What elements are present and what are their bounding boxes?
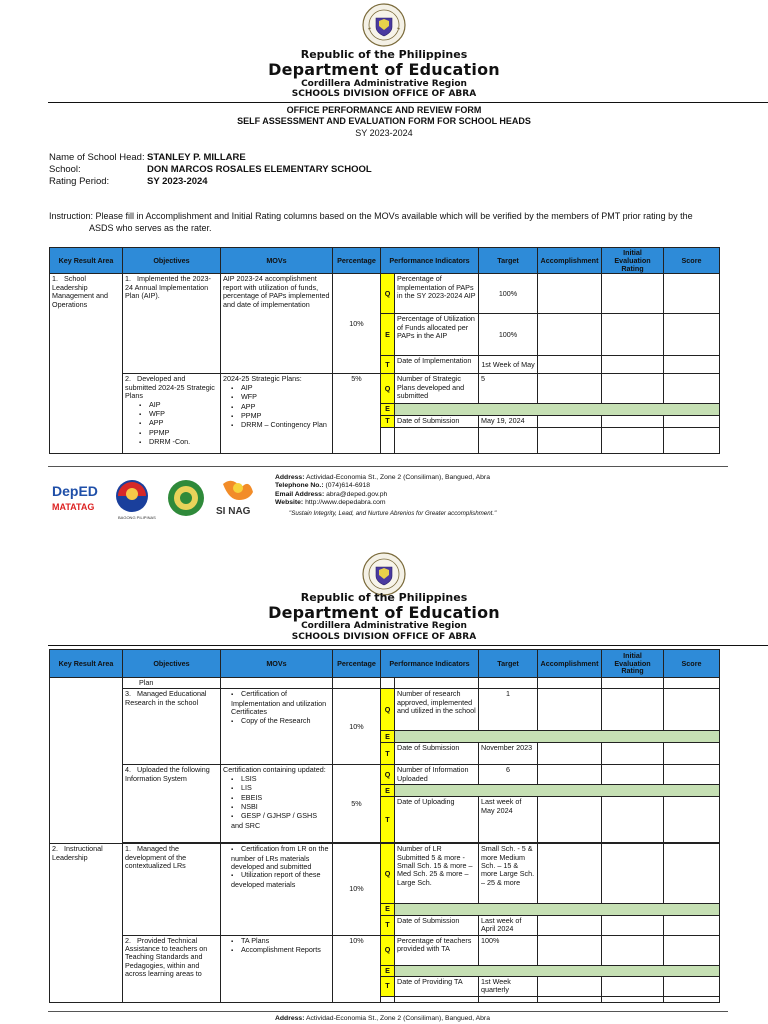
department-heading: Department of Education — [268, 603, 500, 622]
table-row — [50, 274, 720, 314]
kra-text: Instructional Leadership — [52, 844, 103, 862]
evaluation-table-page-2 — [49, 649, 720, 1003]
col-header-accomplishment: Accomplishment — [538, 248, 602, 274]
indicator-cell: Date of Submission — [395, 415, 479, 427]
division-heading: SCHOOLS DIVISION OFFICE OF ABRA — [291, 89, 477, 99]
target-cell: 1st Week quarterly — [479, 977, 538, 997]
percentage-cell: 5% — [333, 765, 381, 843]
initial-rating-input[interactable] — [602, 415, 664, 427]
score-input[interactable] — [664, 374, 720, 404]
quality-marker: Q — [381, 935, 395, 965]
kra-text: School Leadership Management and Operations — [52, 274, 108, 309]
school-label: School: — [49, 164, 81, 175]
mov-cell: AIP 2023-24 accomplishment report with utilization of funds, percentage of PAPs implemented and date of implementation — [221, 274, 333, 374]
indicator-cell: Percentage of teachers provided with TA — [395, 935, 479, 965]
efficiency-marker: E — [381, 404, 395, 415]
col-header-kra: Key Result Area — [50, 248, 123, 274]
score-input[interactable] — [664, 314, 720, 356]
mov-cell: ▪ Certification from LR on the number of LRs materials developed and submitted ▪ Utilization report of these developed materials — [221, 844, 333, 935]
table-row — [50, 678, 720, 689]
instruction-text — [49, 210, 729, 234]
footer-address: Actividad-Economia St., Zone 2 (Consiliman), Bangued, Abra — [305, 474, 490, 481]
deped-logo-text: DepED — [52, 483, 98, 499]
score-input[interactable] — [664, 765, 720, 785]
score-input[interactable] — [664, 415, 720, 427]
objective-cell: 1. Managed the development of the contextualized LRs — [123, 844, 221, 935]
accomplishment-input[interactable] — [538, 977, 602, 997]
kra-cell-1: 1. School Leadership Management and Operations — [50, 274, 123, 453]
carry-over-cell: Plan — [123, 678, 221, 689]
quality-marker: Q — [381, 374, 395, 404]
col-header-score: Score — [664, 650, 720, 678]
target-cell: 1 — [479, 689, 538, 731]
percentage-cell: 10% — [333, 935, 381, 1002]
table-header-row — [50, 248, 720, 274]
initial-rating-input[interactable] — [602, 797, 664, 843]
school-head-value: STANLEY P. MILLARE — [147, 152, 246, 163]
region-heading: Cordillera Administrative Region — [301, 621, 467, 631]
mov-cell: 2024-25 Strategic Plans: ▪ AIP ▪ WFP ▪ APP ▪ PPMP ▪ DRRM – Contingency Plan — [221, 374, 333, 453]
republic-heading: Republic of the Philippines — [300, 591, 468, 604]
footer-address: Actividad-Economia St., Zone 2 (Consiliman), Bangued, Abra — [305, 1015, 490, 1022]
accomplishment-input[interactable] — [538, 797, 602, 843]
republic-heading: Republic of the Philippines — [300, 48, 468, 61]
footer-telephone: (074)614-6918 — [325, 482, 371, 490]
target-cell: 5 — [479, 374, 538, 404]
percentage-cell: 10% — [333, 689, 381, 765]
rating-period-label: Rating Period: — [49, 176, 110, 187]
timeliness-marker: T — [381, 977, 395, 997]
shaded-row — [395, 785, 720, 797]
col-header-accomplishment: Accomplishment — [538, 650, 602, 678]
col-header-initial-rating: Initial Evaluation Rating — [602, 650, 664, 678]
percentage-cell: 5% — [333, 374, 381, 453]
indicator-cell: Percentage of Implementation of PAPs in the SY 2023-2024 AIP — [395, 274, 479, 314]
initial-rating-input[interactable] — [602, 689, 664, 731]
shaded-row — [395, 965, 720, 976]
table-header-row — [50, 650, 720, 678]
initial-rating-input[interactable] — [602, 314, 664, 356]
initial-rating-input[interactable] — [602, 844, 664, 904]
accomplishment-input[interactable] — [538, 415, 602, 427]
accomplishment-input[interactable] — [538, 765, 602, 785]
form-subtitle: SELF ASSESSMENT AND EVALUATION FORM FOR SCHOOL HEADS — [237, 116, 531, 126]
footer-rule — [48, 1011, 728, 1012]
accomplishment-input[interactable] — [538, 314, 602, 356]
evaluation-table-page-1 — [49, 247, 720, 454]
indicator-cell: Number of Information Uploaded — [395, 765, 479, 785]
efficiency-marker: E — [381, 785, 395, 797]
initial-rating-input[interactable] — [602, 977, 664, 997]
form-school-year: SY 2023-2024 — [355, 128, 413, 138]
target-cell: 6 — [479, 765, 538, 785]
col-header-objectives: Objectives — [123, 248, 221, 274]
col-header-target: Target — [479, 650, 538, 678]
objective-cell: 1. Implemented the 2023-24 Annual Implementation Plan (AIP). — [123, 274, 221, 374]
percentage-cell: 10% — [333, 844, 381, 935]
bagong-pilipinas-logo-icon — [116, 480, 156, 520]
department-heading: Department of Education — [268, 60, 500, 79]
objective-cell: 2. Provided Technical Assistance to teachers on Teaching Standards and Pedagogies, within and across learning areas to — [123, 935, 221, 1002]
timeliness-marker: T — [381, 415, 395, 427]
accomplishment-input[interactable] — [538, 844, 602, 904]
efficiency-marker: E — [381, 731, 395, 743]
accomplishment-input[interactable] — [538, 935, 602, 965]
indicator-cell: Number of research approved, implemented and utilized in the school — [395, 689, 479, 731]
mov-cell: Certification containing updated: ▪ LSIS ▪ LIS ▪ EBEIS ▪ NSBI ▪ GESP / GJHSP / GSHS and SRC — [221, 765, 333, 843]
timeliness-marker: T — [381, 797, 395, 843]
target-cell: 100% — [479, 935, 538, 965]
deped-seal-icon — [362, 3, 406, 47]
indicator-cell: Date of Providing TA — [395, 977, 479, 997]
mov-cell: ▪ TA Plans ▪ Accomplishment Reports — [221, 935, 333, 1002]
col-header-indicators: Performance Indicators — [381, 248, 479, 274]
division-seal-icon — [168, 480, 204, 516]
score-input[interactable] — [664, 274, 720, 314]
col-header-indicators: Performance Indicators — [381, 650, 479, 678]
timeliness-marker: T — [381, 356, 395, 374]
footer-logos — [48, 474, 263, 524]
division-heading: SCHOOLS DIVISION OFFICE OF ABRA — [291, 632, 477, 642]
score-input[interactable] — [664, 356, 720, 374]
school-head-label: Name of School Head: — [49, 152, 145, 163]
table-row — [50, 935, 720, 965]
sinag-logo-text: SI NAG — [216, 506, 251, 517]
instruction-line-2: ASDS who serves as the rater. — [89, 223, 212, 233]
footer-contact: Address: Actividad-Economia St., Zone 2 (Consiliman), Bangued, Abra Telephone No.: (074)614-6918 Email Address: abra@deped.gov.ph Website: http://www.depedabra.com "Sustain Integrity, Lead, and Nurture Abrenios for Greater accomplishment." — [275, 474, 755, 518]
target-cell: 1st Week of May — [479, 356, 538, 374]
efficiency-marker: E — [381, 965, 395, 976]
accomplishment-input[interactable] — [538, 274, 602, 314]
score-input[interactable] — [664, 743, 720, 765]
shaded-row — [395, 904, 720, 915]
timeliness-marker: T — [381, 915, 395, 935]
target-cell: Last week of May 2024 — [479, 797, 538, 843]
initial-rating-input[interactable] — [602, 915, 664, 935]
accomplishment-input[interactable] — [538, 356, 602, 374]
col-header-movs: MOVs — [221, 650, 333, 678]
score-input[interactable] — [664, 977, 720, 997]
table-row — [50, 689, 720, 731]
percentage-cell: 10% — [333, 274, 381, 374]
objective-cell: 3. Managed Educational Research in the school — [123, 689, 221, 765]
instruction-line-1: Instruction: Please fill in Accomplishment and Initial Rating columns based on the MOVs available which will be verified by the members of PMT prior rating by the — [49, 211, 693, 221]
objective-cell: 2. Developed and submitted 2024-25 Strategic Plans ▪ AIP ▪ WFP ▪ APP ▪ PPMP ▪ DRRM -Con. — [123, 374, 221, 453]
initial-rating-input[interactable] — [602, 374, 664, 404]
footer-rule — [48, 466, 728, 467]
initial-rating-input[interactable] — [602, 935, 664, 965]
school-value: DON MARCOS ROSALES ELEMENTARY SCHOOL — [147, 164, 372, 175]
initial-rating-input[interactable] — [602, 765, 664, 785]
quality-marker: Q — [381, 844, 395, 904]
shaded-row — [395, 731, 720, 743]
sinag-logo-icon — [216, 481, 253, 517]
accomplishment-input[interactable] — [538, 374, 602, 404]
quality-marker: Q — [381, 765, 395, 785]
target-cell: Small Sch. - 5 & more Medium Sch. – 15 & more Large Sch. – 25 & more — [479, 844, 538, 904]
target-cell: November 2023 — [479, 743, 538, 765]
table-row — [50, 844, 720, 904]
initial-rating-input[interactable] — [602, 274, 664, 314]
table-row — [50, 765, 720, 785]
objective-cell: 4. Uploaded the following Information System — [123, 765, 221, 843]
timeliness-marker: T — [381, 743, 395, 765]
initial-rating-input[interactable] — [602, 743, 664, 765]
target-cell: Last week of April 2024 — [479, 915, 538, 935]
col-header-score: Score — [664, 248, 720, 274]
indicator-cell: Date of Uploading — [395, 797, 479, 843]
kra-cell-2: 2. Instructional Leadership — [50, 844, 123, 1003]
score-input[interactable] — [664, 844, 720, 904]
score-input[interactable] — [664, 915, 720, 935]
efficiency-marker: E — [381, 314, 395, 356]
accomplishment-input[interactable] — [538, 915, 602, 935]
col-header-objectives: Objectives — [123, 650, 221, 678]
table-row — [50, 374, 720, 404]
indicator-cell: Percentage of Utilization of Funds allocated per PAPs in the AIP — [395, 314, 479, 356]
target-cell: May 19, 2024 — [479, 415, 538, 427]
footer-contact: Address: Actividad-Economia St., Zone 2 (Consiliman), Bangued, Abra — [275, 1015, 490, 1022]
mov-cell: ▪ Certification of Implementation and utilization Certificates ▪ Copy of the Research — [221, 689, 333, 765]
col-header-kra: Key Result Area — [50, 650, 123, 678]
matatag-logo-text: MATATAG — [52, 502, 95, 512]
header-rule — [48, 645, 768, 646]
indicator-cell: Date of Submission — [395, 915, 479, 935]
col-header-target: Target — [479, 248, 538, 274]
accomplishment-input[interactable] — [538, 743, 602, 765]
score-input[interactable] — [664, 797, 720, 843]
col-header-percentage: Percentage — [333, 650, 381, 678]
accomplishment-input[interactable] — [538, 689, 602, 731]
score-input[interactable] — [664, 689, 720, 731]
footer-email-link[interactable]: abra@deped.gov.ph — [326, 490, 388, 498]
rating-period-value: SY 2023-2024 — [147, 176, 208, 187]
initial-rating-input[interactable] — [602, 356, 664, 374]
indicator-cell: Date of Submission — [395, 743, 479, 765]
form-page-2 — [0, 548, 768, 1024]
score-input[interactable] — [664, 935, 720, 965]
deped-matatag-logo-icon — [52, 483, 98, 512]
footer-website-link[interactable]: http://www.depedabra.com — [305, 499, 386, 507]
indicator-cell: Number of Strategic Plans developed and submitted — [395, 374, 479, 404]
col-header-initial-rating: Initial Evaluation Rating — [602, 248, 664, 274]
indicator-cell: Number of LR Submitted 5 & more -Small Sch. 15 & more – Med Sch. 25 & more – Large Sch. — [395, 844, 479, 904]
col-header-movs: MOVs — [221, 248, 333, 274]
quality-marker: Q — [381, 274, 395, 314]
form-title: OFFICE PERFORMANCE AND REVIEW FORM — [286, 105, 482, 115]
col-header-percentage: Percentage — [333, 248, 381, 274]
target-cell: 100% — [479, 274, 538, 314]
efficiency-marker: E — [381, 904, 395, 915]
target-cell: 100% — [479, 314, 538, 356]
header-rule — [48, 102, 768, 103]
quality-marker: Q — [381, 689, 395, 731]
indicator-cell: Date of Implementation — [395, 356, 479, 374]
footer-motto: "Sustain Integrity, Lead, and Nurture Abrenios for Greater accomplishment." — [289, 509, 497, 517]
bagong-pilipinas-text: BAGONG PILIPINAS — [118, 515, 156, 520]
region-heading: Cordillera Administrative Region — [301, 79, 467, 89]
deped-seal-icon — [362, 552, 406, 596]
shaded-row — [395, 404, 720, 415]
